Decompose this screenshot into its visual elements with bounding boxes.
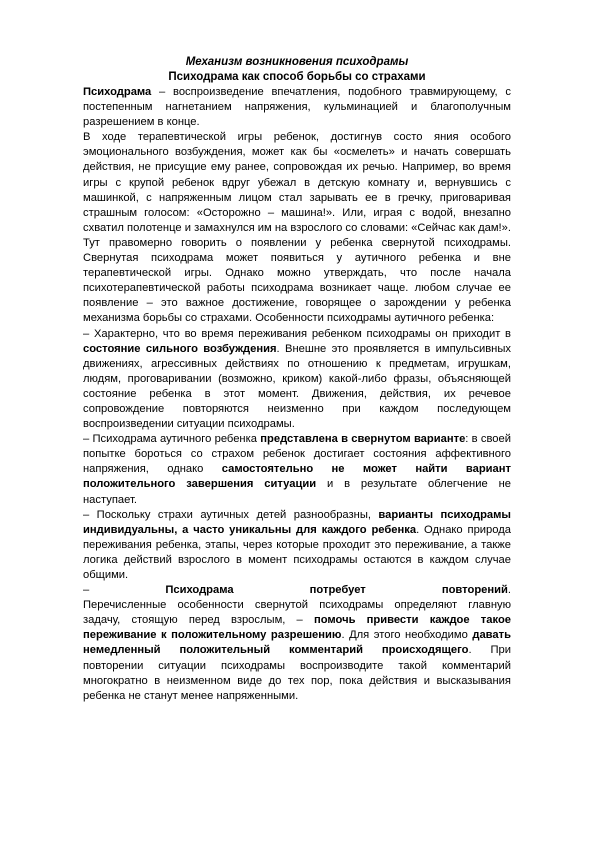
text-segment: . <box>507 584 511 597</box>
text-segment: – <box>83 584 166 597</box>
text-segment: : в своей попытке бороться со страхом ребенок достигает состояния аффективного напряжения, однако <box>83 433 511 476</box>
definition-text: – воспроизведение впечатления, подобного травмирующему, с постепенным нагнетанием напряжения, кульминацией и благополучным разрешением в конце. <box>83 86 511 129</box>
text-segment: . Внешне это проявляется в импульсивных движениях, агрессивных действиях по отношению к предметам, игрушкам, людям, проговаривании (возможно, криком) какой-либо фразы, объясняющей состояние ребенка в этот момент. Движения, действия, их речевое сопровождение повторяются неизменно при каждом последующем воспроизведении ситуации психодрамы. <box>83 342 511 431</box>
paragraph-feature-excitement <box>83 327 511 433</box>
paragraph-feature-individual <box>83 508 511 583</box>
text-segment: и в результате облегчение не наступает. <box>83 478 511 506</box>
text-segment: – Характерно, что во время переживания ребенком психодрамы он приходит в <box>83 327 511 340</box>
text-segment: . Для этого необходимо <box>341 629 473 642</box>
paragraph-feature-repetition <box>83 583 511 598</box>
text-segment: – Психодрама аутичного ребенка <box>83 433 261 446</box>
document-page <box>83 55 511 704</box>
emphasis-text: варианты психодрамы индивидуальны, а часто уникальны для каждого ребенка <box>83 508 511 536</box>
paragraph-description: В ходе терапевтической игры ребенок, достигнув состо яния особого эмоционального возбуждения, может как бы «осмелеть» и начать совершать действия, не присущие ему ранее, сопровождая их речью. Например, во время игры с крупой ребенок вдруг убежал в детскую комнату и, вернувшись с машинкой, с напряженным лицом стал зарывать ее в гречку, приговаривая страшным голосом: «Осторожно – машина!». Или, играя с водой, внезапно схватил полотенце и замахнулся им на взрослого со словами: «Сейчас как дам!». Тут правомерно говорить о появлении у ребенка свернутой психодрамы. Свернутая психодрама может появиться у аутичного ребенка и вне терапевтической игры. Однако можно утверждать, что после начала психотерапевтической работы психодрама возникает чаще. любом случае ее появление – это важное достижение, говорящее о зарождении у ребенка механизма борьбы со страхами. Особенности психодрамы аутичного ребенка: <box>83 131 511 325</box>
term-psychodrama: Психодрама <box>83 86 152 98</box>
paragraph-adult-task <box>83 598 511 704</box>
document-title: Механизм возникновения психодрамы <box>185 56 409 68</box>
document-subtitle: Психодрама как способ борьбы со страхами <box>168 71 426 83</box>
text-segment: – Поскольку страхи аутичных детей разнообразны, <box>83 508 379 521</box>
text-segment: . Однако природа переживания ребенка, этапы, через которые проходит это переживание, а также логика действий взрослого в момент психодрамы остаются в каждом случае общими. <box>83 523 511 581</box>
text-segment: Перечисленные особенности свернутой психодрамы определяют главную задачу, стоящую перед взрослым, – <box>83 599 511 627</box>
emphasis-text: представлена в свернутом варианте <box>260 433 466 446</box>
emphasis-text: состояние сильного возбуждения <box>83 342 277 355</box>
emphasis-text: помочь привести каждое такое переживание к положительному разрешению <box>83 614 511 642</box>
paragraph-feature-collapsed <box>83 432 511 507</box>
paragraph-definition <box>83 85 511 130</box>
text-segment: . При повторении ситуации психодрамы воспроизводите такой комментарий многократно в неизменном виде до тех пор, пока действия и высказывания ребенка не станут менее напряженными. <box>83 644 511 702</box>
emphasis-text: давать немедленный положительный комментарий происходящего <box>83 629 511 657</box>
emphasis-text: Психодрама потребует повторений <box>165 584 508 597</box>
emphasis-text: самостоятельно не может найти вариант положительного завершения ситуации <box>83 463 511 491</box>
